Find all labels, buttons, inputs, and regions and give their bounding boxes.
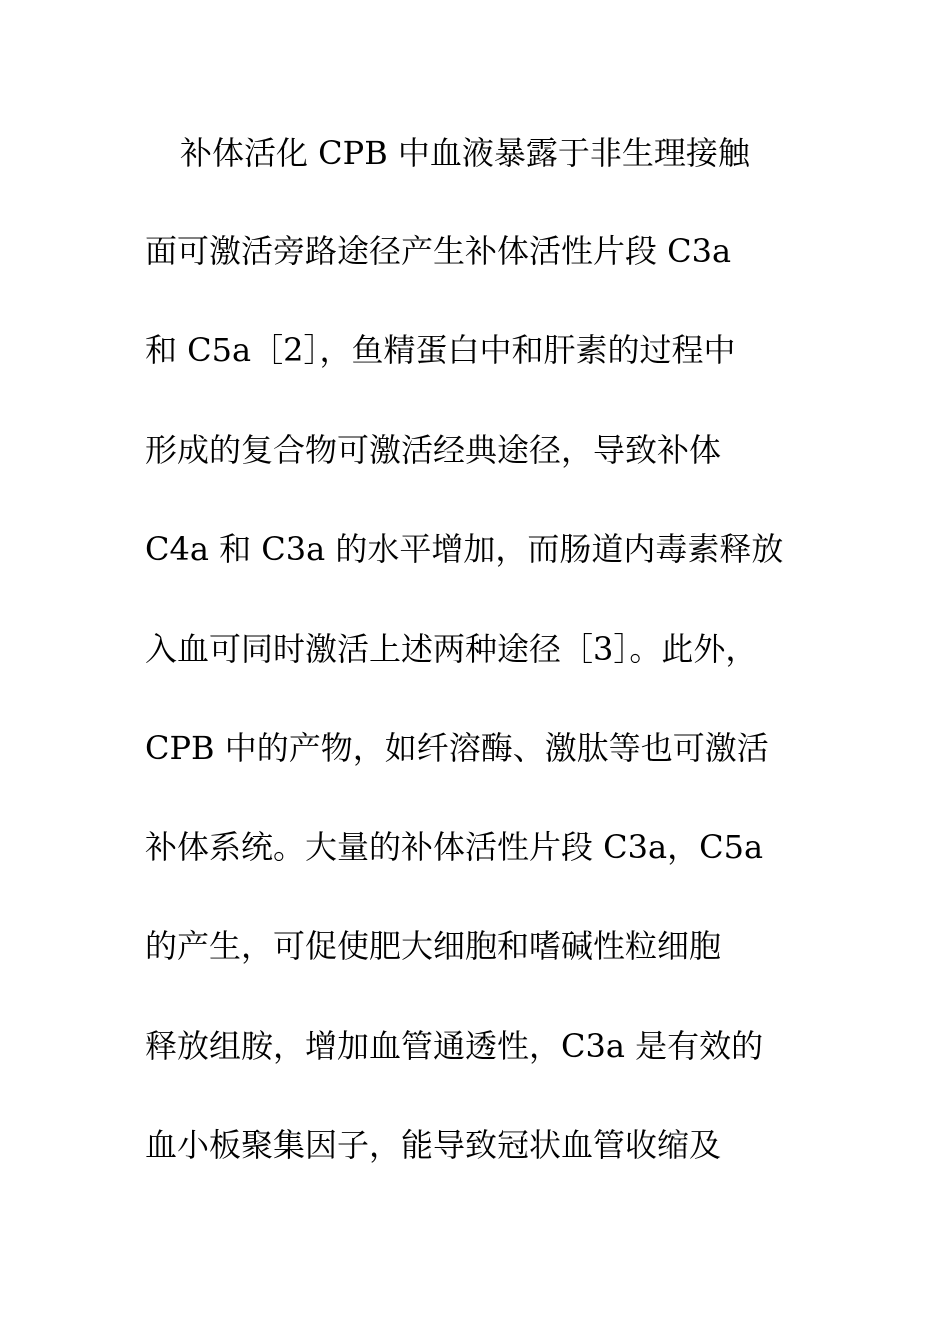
paragraph-line-4: 形成的复合物可激活经典途径，导致补体 <box>145 431 722 469</box>
paragraph-line-6: 入血可同时激活上述两种途径［3］。此外， <box>145 630 758 668</box>
paragraph-line-3: 和 C5a［2］，鱼精蛋白中和肝素的过程中 <box>145 331 736 369</box>
paragraph-line-9: 的产生，可促使肥大细胞和嗜碱性粒细胞 <box>145 927 722 965</box>
paragraph-line-7: CPB 中的产物，如纤溶酶、激肽等也可激活 <box>145 729 769 767</box>
paragraph-line-5: C4a 和 C3a 的水平增加，而肠道内毒素释放 <box>145 530 784 568</box>
paragraph-line-1: 补体活化 CPB 中血液暴露于非生理接触 <box>180 134 750 172</box>
paragraph-line-10: 释放组胺，增加血管通透性，C3a 是有效的 <box>145 1027 764 1065</box>
paragraph-line-8: 补体系统。大量的补体活性片段 C3a，C5a <box>145 828 764 866</box>
paragraph-line-2: 面可激活旁路途径产生补体活性片段 C3a <box>145 232 732 270</box>
paragraph-line-11: 血小板聚集因子，能导致冠状血管收缩及 <box>145 1126 722 1164</box>
